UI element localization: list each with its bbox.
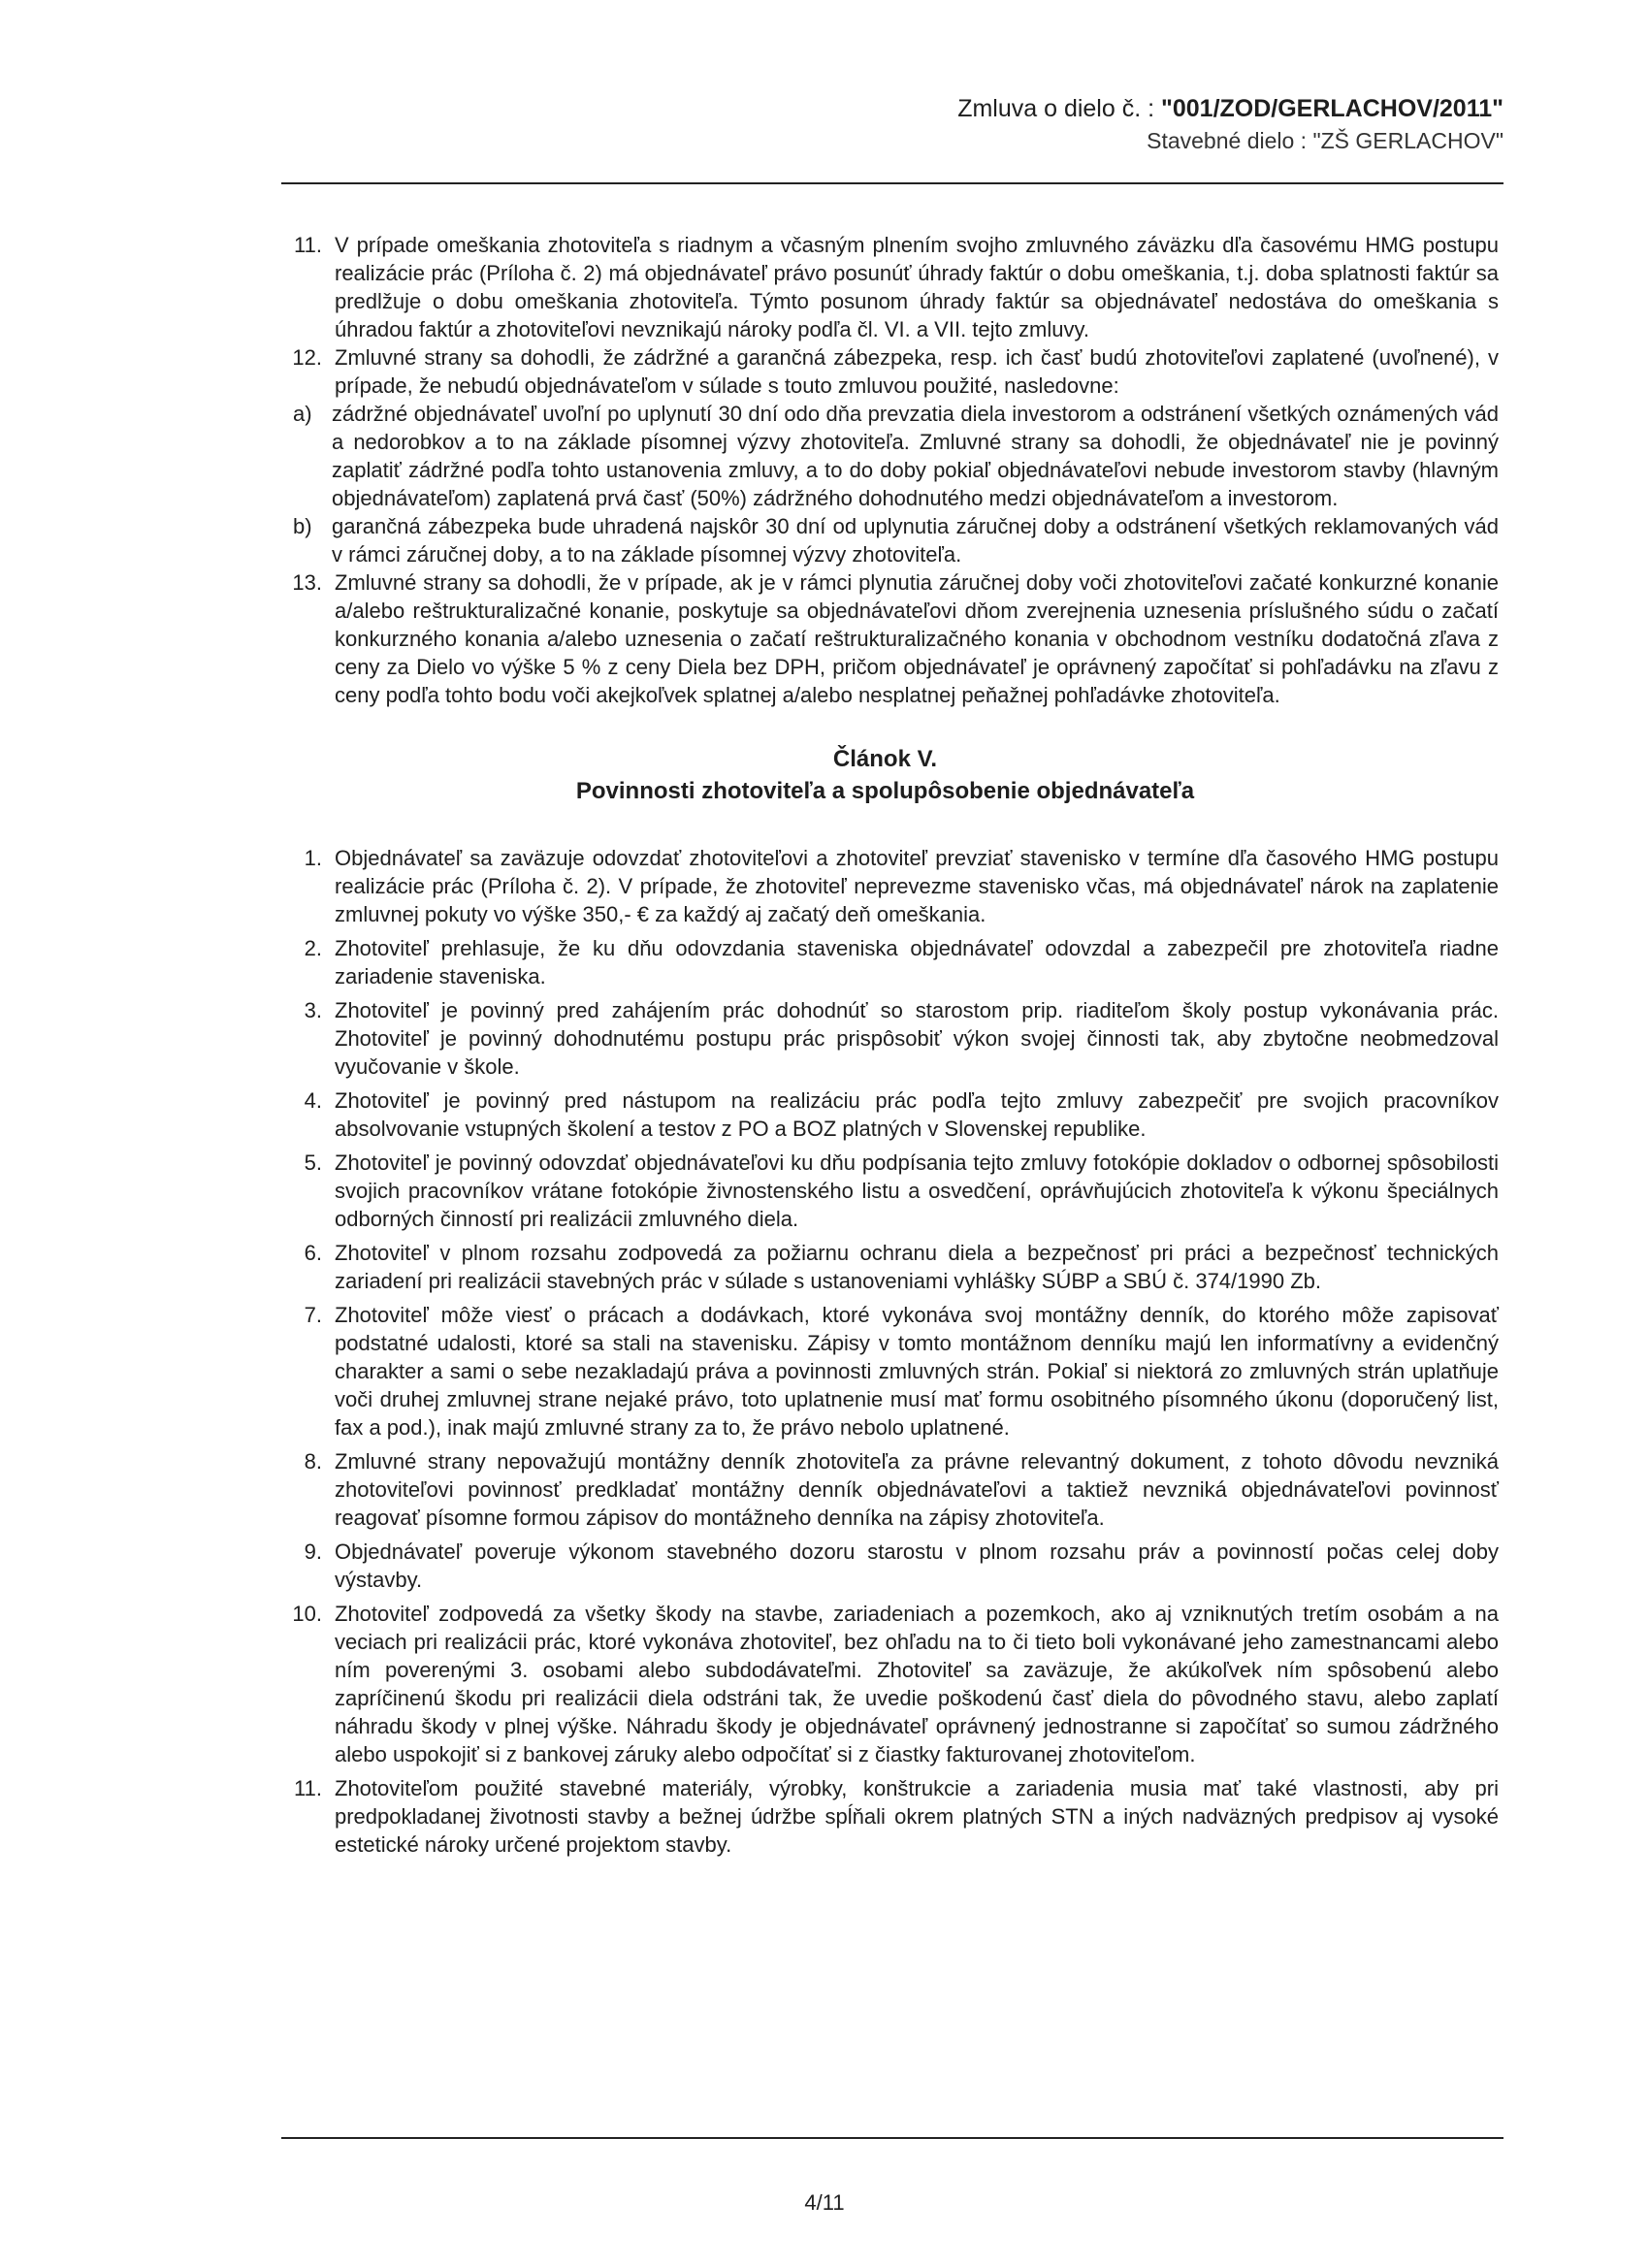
clause-v-9 [272, 1538, 1499, 1594]
contract-prefix: Zmluva o dielo č. : [957, 95, 1161, 122]
clause-text: Zhotoviteľ zodpovedá za všetky škody na stavbe, zariadeniach a pozemkoch, ako aj vzniknutých tretím osobám a na veciach pri realizácii prác, ktoré vykonáva zhotoviteľ, bez ohľadu na to či tieto boli vykonávané jeho zamestnancami alebo ním poverenými 3. osobami alebo subdodávateľmi. Zhotoviteľ sa zaväzuje, že akúkoľvek ním spôsobenú alebo zapríčinenú škodu pri realizácii diela odstráni tak, že uvedie poškodenú časť diela do pôvodného stavu, alebo zaplatí náhradu škody v plnej výške. Náhradu škody je objednávateľ oprávnený jednostranne si započítať so sumou zádržného alebo uspokojiť si z bankovej záruky alebo odpočítať si z čiastky fakturovanej zhotoviteľom. [335, 1602, 1499, 1766]
clause-v-5 [272, 1149, 1499, 1233]
clause-number: 10. [292, 1602, 322, 1626]
clause-text: Objednávateľ sa zaväzuje odovzdať zhotoviteľovi a zhotoviteľ prevziať stavenisko v termíne dľa časového HMG postupu realizácie prác (Príloha č. 2). V prípade, že zhotoviteľ neprevezme stavenisko včas, má objednávateľ nárok na zaplatenie zmluvnej pokuty vo výške 350,- € za každý aj začatý deň omeškania. [335, 846, 1499, 926]
sub-text: zádržné objednávateľ uvoľní po uplynutí 30 dní odo dňa prevzatia diela investorom a odstránení všetkých oznámených vád a nedorobkov a to na základe písomnej výzvy zhotoviteľa. Zmluvné strany sa dohodli, že objednávateľ nie je povinný zaplatiť zádržné podľa tohto ustanovenia zmluvy, a to do doby pokiaľ objednávateľovi nebude investorom stavby (hlavným objednávateľom) zaplatená prvá časť (50%) zádržného dohodnutého medzi objednávateľom a investorom. [332, 402, 1499, 510]
clause-text: Zhotoviteľ je povinný odovzdať objednávateľovi ku dňu podpísania tejto zmluvy fotokópie dokladov o odbornej spôsobilosti svojich pracovníkov vrátane fotokópie živnostenského listu a osvedčení, oprávňujúcich zhotoviteľa k výkonu špeciálnych odborných činností pri realizácii zmluvného diela. [335, 1150, 1499, 1231]
clause-v-3 [272, 996, 1499, 1081]
article-title: Povinnosti zhotoviteľa a spolupôsobenie objednávateľa [575, 778, 1195, 804]
page-header [957, 92, 1504, 156]
clause-number: 2. [304, 936, 322, 960]
clause-iv-12 [272, 343, 1499, 400]
clause-text: Objednávateľ poveruje výkonom stavebného dozoru starostu v plnom rozsahu práv a povinností počas celej doby výstavby. [335, 1539, 1499, 1592]
clause-v-11 [272, 1774, 1499, 1859]
article-v-heading [272, 743, 1499, 807]
clause-iv-11 [272, 231, 1499, 343]
clause-v-8 [272, 1447, 1499, 1532]
article-number: Článok V. [832, 746, 938, 772]
clause-text: Zhotoviteľ je povinný pred zahájením prác dohodnúť so starostom prip. riaditeľom školy postup vykonávania prác. Zhotoviteľ je povinný dohodnutému postupu prác prispôsobiť výkon svojej činnosti tak, aby zbytočne neobmedzoval vyučovanie v škole. [335, 998, 1499, 1079]
clause-text: V prípade omeškania zhotoviteľa s riadnym a včasným plnením svojho zmluvného záväzku dľa časovému HMG postupu realizácie prác (Príloha č. 2) má objednávateľ právo posunúť úhrady faktúr o dobu omeškania, t.j. doba splatnosti faktúr sa predlžuje o dobu omeškania zhotoviteľa. Týmto posunom úhrady faktúr sa objednávateľ nedostáva do omeškania s úhradou faktúr a zhotoviteľovi nevznikajú nároky podľa čl. VI. a VII. tejto zmluvy. [335, 233, 1499, 341]
clause-text: Zmluvné strany sa dohodli, že v prípade, ak je v rámci plynutia záručnej doby voči zhotoviteľovi začaté konkurzné konanie a/alebo reštrukturalizačné konanie, poskytuje sa objednávateľovi dňom zverejnenia uznesenia príslušného súdu o začatí konkurzného konania a/alebo uznesenia o začatí reštrukturalizačného konania v obchodnom vestníku dodatočná zľava z ceny za Dielo vo výške 5 % z ceny Diela bez DPH, pričom objednávateľ je oprávnený započítať si pohľadávku na zľavu z ceny podľa tohto bodu voči akejkoľvek splatnej a/alebo nesplatnej peňažnej pohľadávke zhotoviteľa. [335, 570, 1499, 707]
clause-number: 11. [294, 1776, 322, 1800]
document-body [272, 231, 1499, 1859]
sub-label: b) [293, 514, 312, 538]
clause-number: 12. [292, 345, 322, 370]
clause-v-1 [272, 844, 1499, 928]
clause-number: 4. [304, 1088, 322, 1113]
sub-text: garančná zábezpeka bude uhradená najskôr 30 dní od uplynutia záručnej doby a odstránení všetkých reklamovaných vád v rámci záručnej doby, a to na základe písomnej výzvy zhotoviteľa. [332, 514, 1499, 567]
clause-iv-12-a [272, 400, 1499, 512]
clause-number: 3. [304, 998, 322, 1022]
clause-number: 6. [304, 1241, 322, 1265]
clause-v-7 [272, 1301, 1499, 1442]
page-number: 4/11 [804, 2190, 845, 2215]
work-title-line: Stavebné dielo : "ZŠ GERLACHOV" [1147, 128, 1504, 153]
contract-number: "001/ZOD/GERLACHOV/2011" [1161, 95, 1504, 122]
header-rule [281, 182, 1504, 184]
clause-number: 7. [304, 1303, 322, 1327]
contract-number-line [957, 92, 1504, 125]
footer-rule [281, 2137, 1504, 2139]
clause-number: 5. [304, 1150, 322, 1175]
clause-text: Zhotoviteľ v plnom rozsahu zodpovedá za požiarnu ochranu diela a bezpečnosť pri práci a bezpečnosť technických zariadení pri realizácii stavebných prác v súlade s ustanoveniami vyhlášky SÚBP a SBÚ č. 374/1990 Zb. [335, 1241, 1499, 1293]
clause-number: 9. [304, 1539, 322, 1564]
clause-text: Zmluvné strany nepovažujú montážny denník zhotoviteľa za právne relevantný dokument, z tohoto dôvodu nevzniká zhotoviteľovi povinnosť predkladať montážny denník objednávateľovi a taktiež nevzniká objednávateľovi povinnosť reagovať písomne formou zápisov do montážneho denníka na zápisy zhotoviteľa. [335, 1449, 1499, 1530]
clause-text: Zmluvné strany sa dohodli, že zádržné a garančná zábezpeka, resp. ich časť budú zhotoviteľovi zaplatené (uvoľnené), v prípade, že nebudú objednávateľom v súlade s touto zmluvou použité, nasledovne: [335, 345, 1499, 398]
clause-v-2 [272, 934, 1499, 990]
clause-v-10 [272, 1600, 1499, 1768]
clause-number: 1. [304, 846, 322, 870]
clause-iv-13 [272, 568, 1499, 709]
clause-number: 8. [304, 1449, 322, 1474]
clause-text: Zhotoviteľ môže viesť o prácach a dodávkach, ktoré vykonáva svoj montážny denník, do ktorého môže zapisovať podstatné udalosti, ktoré sa stali na stavenisku. Zápisy v tomto montážnom denníku majú len informatívny a evidenčný charakter a sami o sebe nezakladajú práva a povinnosti zmluvných strán. Pokiaľ si niektorá zo zmluvných strán uplatňuje voči druhej zmluvnej strane nejaké právo, toto uplatnenie musí mať formu osobitného písomného úkonu (doporučený list, fax a pod.), inak majú zmluvné strany za to, že právo nebolo uplatnené. [335, 1303, 1499, 1440]
clause-iv-12-b [272, 512, 1499, 568]
clause-text: Zhotoviteľ prehlasuje, že ku dňu odovzdania staveniska objednávateľ odovzdal a zabezpečil pre zhotoviteľa riadne zariadenie staveniska. [335, 936, 1499, 988]
clause-v-4 [272, 1086, 1499, 1143]
clause-v-6 [272, 1239, 1499, 1295]
clause-number: 11. [294, 233, 322, 257]
clause-number: 13. [292, 570, 322, 595]
sub-label: a) [293, 402, 312, 426]
clause-text: Zhotoviteľom použité stavebné materiály, výrobky, konštrukcie a zariadenia musia mať také vlastnosti, aby pri predpokladanej životnosti stavby a bežnej údržbe spĺňali okrem platných STN a iných nadväzných predpisov aj vysoké estetické nároky určené projektom stavby. [335, 1776, 1499, 1857]
clause-text: Zhotoviteľ je povinný pred nástupom na realizáciu prác podľa tejto zmluvy zabezpečiť pre svojich pracovníkov absolvovanie vstupných školení a testov z PO a BOZ platných v Slovenskej republike. [335, 1088, 1499, 1141]
